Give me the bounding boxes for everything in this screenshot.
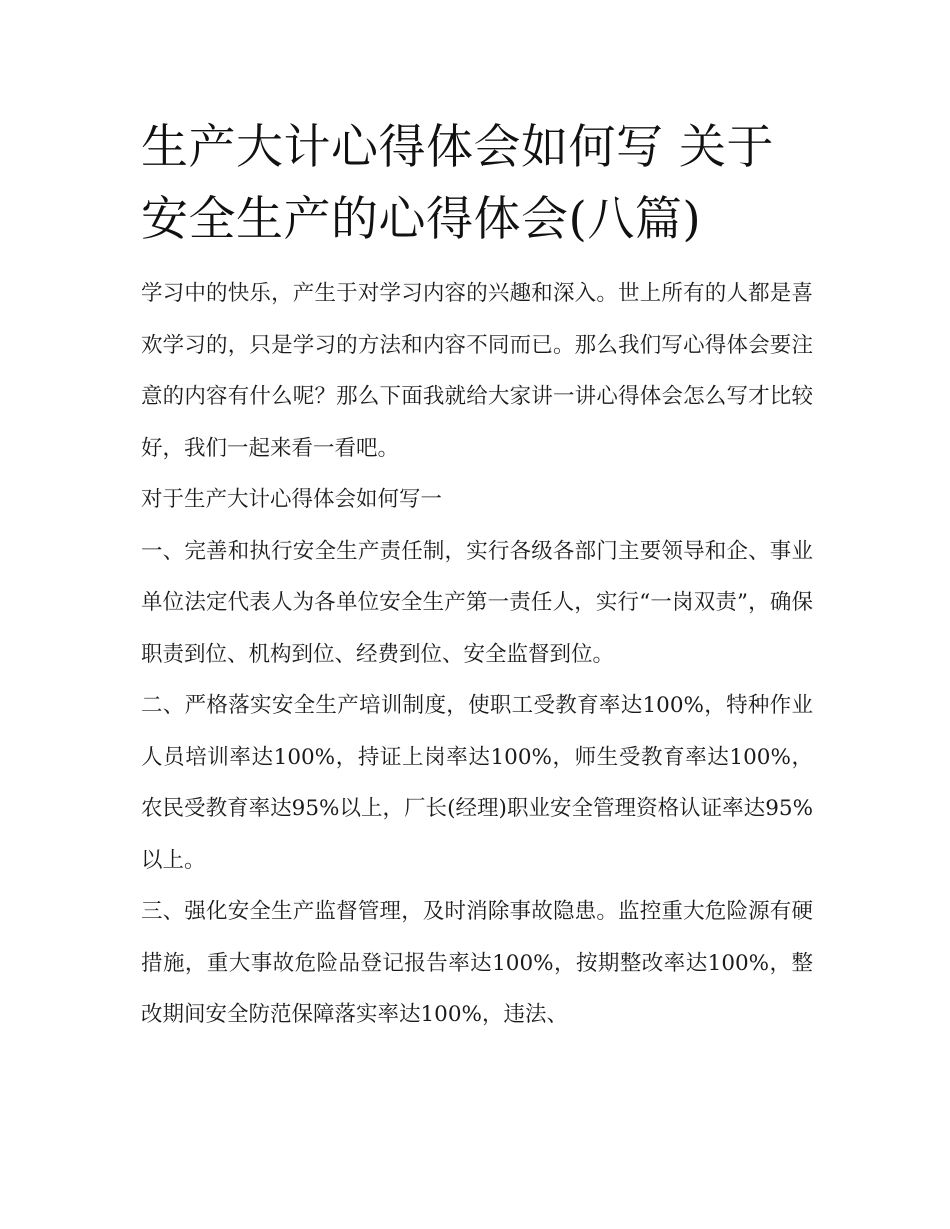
intro-paragraph: 学习中的快乐，产生于对学习内容的兴趣和深入。世上所有的人都是喜欢学习的，只是学习的方法和内容不同而已。那么我们写心得体会要注意的内容有什么呢？那么下面我就给大家讲一讲心得体会怎么写才比较好，我们一起来看一看吧。 bbox=[141, 281, 813, 461]
section-heading: 对于生产大计心得体会如何写一 bbox=[141, 487, 443, 512]
document-body bbox=[141, 112, 813, 1041]
list-item-2: 二、严格落实安全生产培训制度，使职工受教育率达100%，特种作业人员培训率达100%，持证上岗率达100%，师生受教育率达100%，农民受教育率达95%以上，厂长(经理)职业安全管理资格认证率达95%以上。 bbox=[141, 693, 813, 873]
list-item-1: 一、完善和执行安全生产责任制，实行各级各部门主要领导和企、事业单位法定代表人为各单位安全生产第一责任人，实行“一岗双责”，确保职责到位、机构到位、经费到位、安全监督到位。 bbox=[141, 538, 813, 667]
document-title: 生产大计心得体会如何写 关于安全生产的心得体会(八篇) bbox=[141, 120, 774, 247]
list-item-3: 三、强化安全生产监督管理，及时消除事故隐患。监控重大危险源有硬措施，重大事故危险品登记报告率达100%，按期整改率达100%，整改期间安全防范保障落实率达100%，违法、 bbox=[141, 899, 813, 1027]
